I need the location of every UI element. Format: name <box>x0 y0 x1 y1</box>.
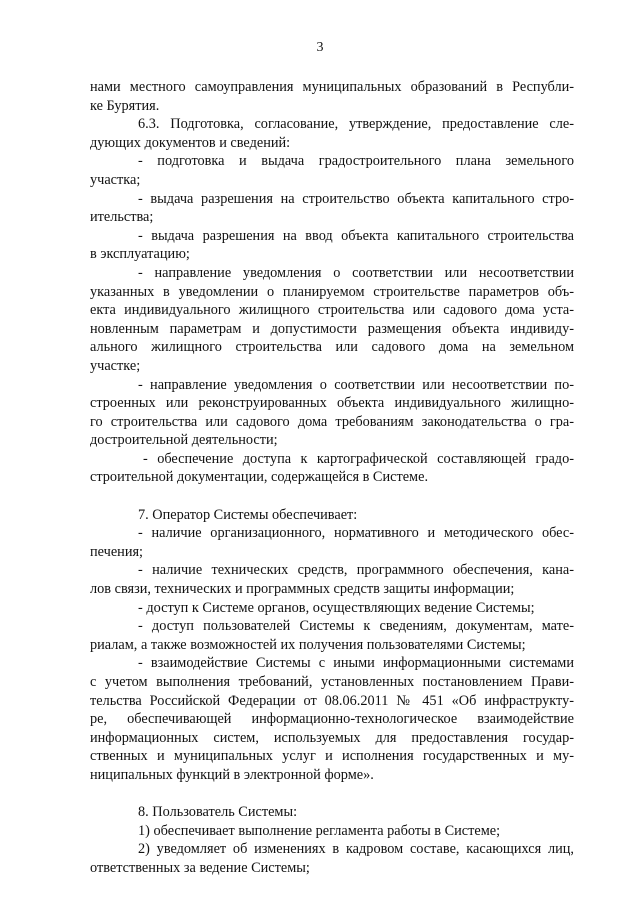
text-line: ниципальных функций в электронной форме». <box>90 766 374 783</box>
text-line: строительной документации, содержащейся в Системе. <box>90 469 429 486</box>
text-line: с учетом выполнения требований, установленных постановлением Прави- <box>90 674 574 690</box>
text-line: риалам, а также возможностей их получения пользователями Системы; <box>90 636 526 653</box>
text-line: го строительства или садового дома требованиям законодательства о гра- <box>90 413 574 430</box>
text-line: 2) уведомляет об изменениях в кадровом составе, касающихся лиц, <box>138 841 574 858</box>
text-line: строенных или реконструированных объекта индивидуального жилищно- <box>90 395 574 412</box>
text-line: 6.3. Подготовка, согласование, утверждение, предоставление сле- <box>138 116 574 133</box>
text-line: - наличие технических средств, программного обеспечения, кана- <box>138 562 574 579</box>
text-line: ке Бурятия. <box>90 97 160 114</box>
text-line: ального жилищного строительства или садового дома на земельном <box>90 339 574 356</box>
text-line: - подготовка и выдача градостроительного плана земельного <box>138 153 574 170</box>
text-line: - направление уведомления о соответствии или несоответствии по- <box>138 376 574 393</box>
page-number: 3 <box>316 40 324 55</box>
text-line: екта индивидуального жилищного строительства или садового дома уста- <box>90 302 574 319</box>
text-line: 8. Пользователь Системы: <box>138 804 298 821</box>
text-line: - обеспечение доступа к картографической составляющей градо- <box>143 450 574 467</box>
text-line: новленным параметрам и допустимости размещения объекта индивиду- <box>90 320 574 337</box>
text-line: ственных и муниципальных услуг и исполнения государственных и му- <box>90 748 574 765</box>
text-line: 1) обеспечивает выполнение регламента работы в Системе; <box>138 822 501 839</box>
paragraph-gap <box>90 785 574 804</box>
text-line: лов связи, технических и программных средств защиты информации; <box>90 581 515 598</box>
text-line: ре, обеспечивающей информационно-технологическое взаимодействие <box>90 711 574 728</box>
text-line: - выдача разрешения на строительство объекта капитального стро- <box>138 190 574 207</box>
text-line: в эксплуатацию; <box>90 246 190 263</box>
text-line: информационных систем, используемых для предоставления государ- <box>90 729 574 746</box>
text-line: участке; <box>90 357 141 374</box>
text-line: дующих документов и сведений: <box>90 134 291 151</box>
text-line: 7. Оператор Системы обеспечивает: <box>138 506 358 523</box>
paragraph-gap <box>90 487 574 506</box>
text-line: ответственных за ведение Системы; <box>90 859 310 876</box>
text-line: тельства Российской Федерации от 08.06.2011 № 451 «Об инфраструкту- <box>90 692 574 709</box>
text-line: - доступ пользователей Системы к сведениям, документам, мате- <box>138 618 574 635</box>
text-line: - направление уведомления о соответствии или несоответствии <box>138 264 574 281</box>
text-line: - взаимодействие Системы с иными информационными системами <box>138 655 574 672</box>
text-line: участка; <box>90 171 141 188</box>
text-line: достроительной деятельности; <box>90 432 278 449</box>
text-line: - наличие организационного, нормативного и методического обес- <box>138 525 574 542</box>
text-line: нами местного самоуправления муниципальных образований в Республи- <box>90 79 574 95</box>
text-line: указанных в уведомлении о планируемом строительстве параметров объ- <box>90 283 574 300</box>
text-line: - выдача разрешения на ввод объекта капитального строительства <box>138 227 574 244</box>
text-line: - доступ к Системе органов, осуществляющих ведение Системы; <box>138 599 535 616</box>
text-line: ительства; <box>90 209 154 226</box>
text-line: печения; <box>90 543 144 560</box>
document-body <box>90 78 574 878</box>
